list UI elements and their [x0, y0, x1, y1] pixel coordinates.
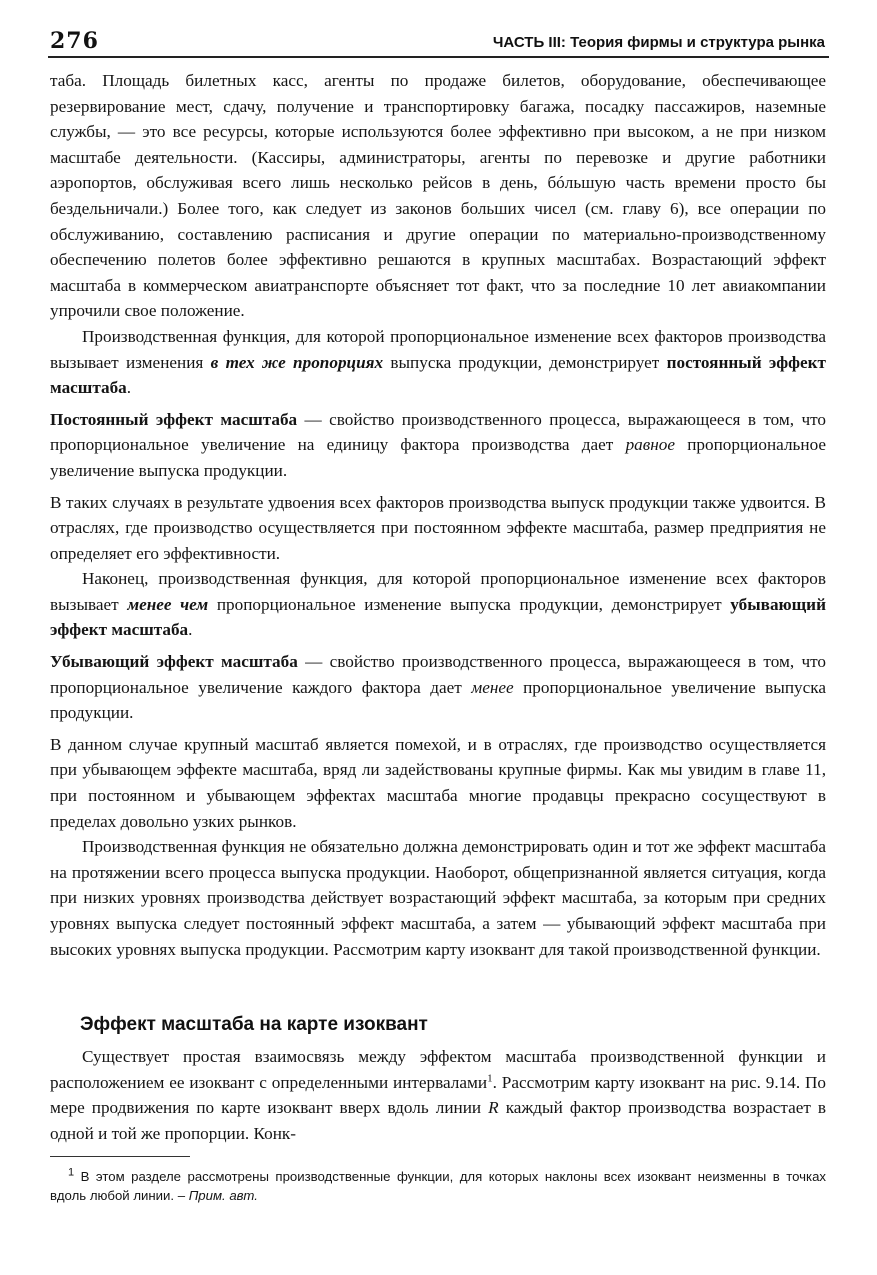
page-number: 276	[50, 28, 99, 54]
text-run: пропорциональное изменение выпуска продукции, демонстрирует	[208, 594, 731, 614]
footnote-marker: 1	[68, 1166, 75, 1179]
footnote-ref[interactable]: 1	[487, 1071, 493, 1084]
text-run: .	[188, 620, 193, 640]
paragraph	[50, 1044, 826, 1146]
text-run: выпуска продукции, демонстрирует	[383, 352, 667, 372]
emphasis: менее чем	[127, 594, 209, 614]
emphasis: в тех же пропорциях	[210, 352, 384, 372]
footnote	[50, 1167, 826, 1205]
text-run: .	[126, 378, 132, 398]
text-run: — свойство производственного процесса, выражающееся в том, что пропорциональное увеличение на единицу фактора производства дает	[50, 409, 826, 455]
page-header	[48, 26, 829, 58]
paragraph: В таких случаях в результате удвоения всех факторов производства выпуск продукции также удвоится. В отраслях, где производство осуществляется при постоянном эффекте масштаба, размер предприятия не определяет его эффективности.	[50, 492, 826, 563]
definition	[50, 649, 826, 726]
paragraph	[50, 566, 826, 643]
definition	[50, 407, 826, 484]
text-run: каждый фактор производства возрастает в одной и той же пропорции. Конк-	[50, 1098, 826, 1143]
paragraph: В данном случае крупный масштаб является помехой, и в отраслях, где производство осуществляется при убывающем эффекте масштаба, вряд ли задействованы крупные фирмы. Как мы увидим в главе 11, при постоянном и убывающем эффектах масштаба многие продавцы прекрасно сосуществуют в пределах довольно узких рынков.	[50, 734, 826, 831]
emphasis: менее	[471, 677, 514, 697]
text-run: . Рассмотрим карту изоквант на рис. 9.14. По мере продвижения по карте изоквант вверх вдоль линии	[50, 1072, 826, 1118]
variable: R	[488, 1098, 499, 1118]
running-head: ЧАСТЬ III: Теория фирмы и структура рынка	[492, 34, 825, 51]
author-note: Прим. авт.	[188, 1188, 258, 1203]
text-run: — свойство производственного процесса, выражающееся в том, что пропорциональное увеличение каждого фактора дает	[50, 652, 827, 697]
text-run: Производственная функция, для которой пропорциональное изменение всех факторов производства вызывает изменения	[50, 326, 826, 372]
key-term: убывающий эффект масштаба	[50, 594, 826, 640]
emphasis: равное	[625, 435, 675, 455]
paragraph	[50, 324, 826, 401]
paragraph: Производственная функция не обязательно должна демонстрировать один и тот же эффект масштаба на протяжении всего процесса выпуска продукции. Наоборот, общепризнанной является ситуация, когда при низких уровнях производства действует возрастающий эффект масштаба, за которым при средних уровнях выпуска следует постоянный эффект масштаба, а затем — убывающий эффект масштаба при высоких уровнях выпуска продукции. Рассмотрим карту изоквант для такой производственной функции.	[50, 837, 826, 959]
main-text	[50, 68, 826, 962]
section-heading: Эффект масштаба на карте изоквант	[80, 1014, 428, 1035]
text-run: Существует простая взаимосвязь между эффектом масштаба производственной функции и расположением ее изоквант с определенными интервалами	[50, 1047, 826, 1092]
definition-term: Убывающий эффект масштаба	[50, 652, 298, 672]
key-term: постоянный эффект масштаба	[50, 352, 826, 398]
section-text	[50, 1044, 826, 1146]
footnote-divider	[50, 1156, 190, 1157]
text-run: пропорциональное увеличение выпуска продукции.	[50, 435, 826, 480]
footnote-text: В этом разделе рассмотрены производственные функции, для которых наклоны всех изоквант неизменны в точках вдоль любой линии. –	[50, 1169, 826, 1203]
text-run: пропорциональное увеличение выпуска продукции.	[50, 677, 826, 723]
text-run: Наконец, производственная функция, для которой пропорциональное изменение всех факторов вызывает	[50, 569, 826, 614]
paragraph: таба. Площадь билетных касс, агенты по продаже билетов, оборудование, обеспечивающее резервирование мест, сдачу, получение и транспортировку багажа, посадку пассажиров, наземные службы, — это все ресурсы, которые используются более эффективно при высоком, а не при низком масштабе деятельности. (Кассиры, администраторы, агенты по перевозке и другие работники аэропортов, обслуживая всего лишь несколько рейсов в день, бóльшую часть времени просто бы бездельничали.) Более того, как следует из законов больших чисел (см. главу 6), все операции по обслуживанию, составлению расписания и другие операции по материально-производственному обеспечению полетов более эффективно решаются в крупных масштабах. Возрастающий эффект масштаба в коммерческом авиатранспорте объясняет тот факт, что за последние 10 лет авиакомпании упрочили свое положение.	[50, 71, 826, 321]
definition-term: Постоянный эффект масштаба	[50, 409, 298, 429]
